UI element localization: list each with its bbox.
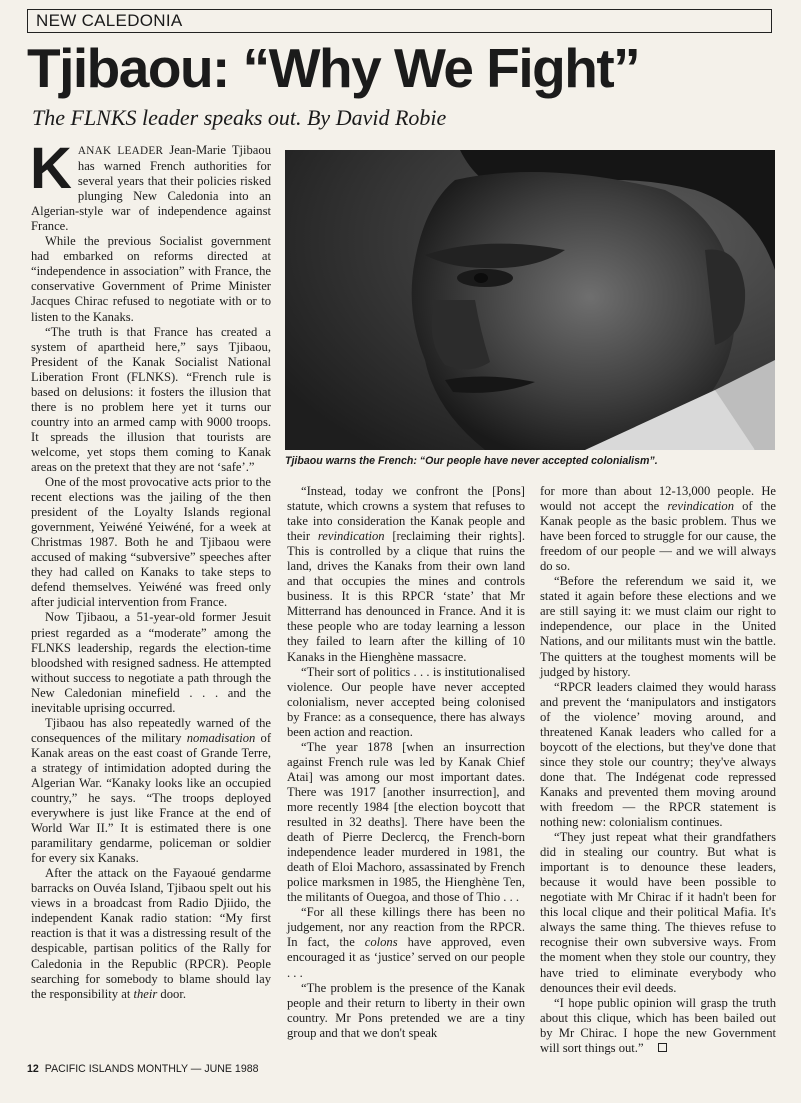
page-footer xyxy=(27,1062,427,1076)
text-run: “I hope public opinion will grasp the truth about this clique, which has been bailed out by Mr Chirac. I hope the new Government will sort things out.” xyxy=(540,995,776,1055)
page-number: 12 xyxy=(27,1063,39,1075)
paragraph: “Their sort of politics . . . is institutionalised violence. Our people have never accepted colonialism, never accepted being colonised by France: as a consequence, there has always been action and reaction. xyxy=(287,664,525,739)
headline: Tjibaou: “Why We Fight” xyxy=(27,37,640,99)
lead-text: Jean-Marie Tjibaou has warned French authorities for several years that their policies risked plunging New Caledonia into an Algerian-style war of independence against France. xyxy=(31,143,271,234)
paragraph xyxy=(287,484,525,665)
paragraph xyxy=(540,996,776,1056)
italic-term: colons xyxy=(364,935,398,950)
italic-term: their xyxy=(133,986,158,1001)
paragraph xyxy=(31,716,271,866)
italic-term: nomadisation xyxy=(186,730,256,745)
portrait-photo-icon xyxy=(285,150,775,450)
italic-term: revindication xyxy=(317,529,385,544)
text-run: door. xyxy=(157,986,186,1001)
paragraph: “RPCR leaders claimed they would harass and prevent the ‘manipulators and instigators of the violence’ moving around, and threatened Kanak leaders who called for a boycott of the elections, but they've done that since they stole our country; they've always done that. The Indégenat code repressed Kanaks and prevented them moving around with freedom — the RPCR statement is nothing new: colonialism continues. xyxy=(540,679,776,830)
paragraph: Now Tjibaou, a 51-year-old former Jesuit priest regarded as a “moderate” among the FLNKS leadership, regards the election-time bloodshed with resigned sadness. He attempted without success to negotiate a path through the New Caledonian minefield . . . and the inevitable uprising occurred. xyxy=(31,610,271,715)
text-run: Tjibaou has also repeatedly warned of the consequences of the military xyxy=(31,715,271,745)
drop-cap: K xyxy=(30,136,72,201)
text-run: have approved, even encouraged it as ‘justice’ served on our people . . . xyxy=(287,935,526,980)
portrait-photo xyxy=(285,150,775,450)
paragraph: One of the most provocative acts prior to the recent elections was the jailing of the then president of the Loyalty Islands regional government, Yeiwéné Yeiwéné, for a week at Christmas 1987. Both he and Tjibaou were accused of making “subversive” speeches after they had called on Kanaks to take steps to defend themselves. Yeiwéné was freed only after judicial intervention from France. xyxy=(31,475,271,610)
column-2 xyxy=(287,484,525,1041)
text-run: [reclaiming their rights]. This is controlled by a clique that ruins the land, drives the Kanaks from their own land and that occupies the mines and controls business. It is this RPCR ‘state’ that Mr Mitterrand has denounced in France. And it is these people who are today learning a lesson they failed to learn after the killing of 10 Kanaks in the Hienghène massacre. xyxy=(287,529,525,664)
lead-caps: ANAK LEADER xyxy=(77,145,164,157)
text-run: of Kanak areas on the east coast of Grande Terre, a strategy of intimidation adopted during the Algerian War. “Kanaky looks like an occupied country,” he says. “The troops deployed everywhere is just like France at the end of World War II.” It is estimated there is one paramilitary gendarme, policeman or soldier for every six Kanaks. xyxy=(31,730,272,866)
text-run: After the attack on the Fayaoué gendarme barracks on Ouvéa Island, Tjibaou spelt out his views in a broadcast from Radio Djiido, the independent Kanak radio station: “My first reaction is that it was a distressing result of the despicable, partisan politics of the Rally for Caledonia in the Republic (RPCR). People searching for somebody to blame should lay the responsibility at xyxy=(31,866,271,1001)
column-1 xyxy=(30,136,272,1002)
paragraph: “The year 1878 [when an insurrection against French rule was led by Kanak Chief Atai] was among our most important dates. There was 1917 [another insurrection], and more recently 1984 [the election boycott that resulted in 32 deaths]. There have been the death of Pierre Declercq, the French-born independence leader murdered in 1981, the death of Eloi Machoro, assassinated by French police marksmen in 1985, the Hienghène Ten, the militants of Ouegoa, and those of Thio . . . xyxy=(287,739,525,905)
deck-byline: The FLNKS leader speaks out. By David Robie xyxy=(32,105,447,130)
column-3 xyxy=(540,484,776,1056)
text-run: for more than about 12-13,000 people. He would not accept the xyxy=(540,484,776,514)
section-label: NEW CALEDONIA xyxy=(27,9,772,33)
publication-line: PACIFIC ISLANDS MONTHLY — JUNE 1988 xyxy=(44,1063,259,1075)
photo-caption: Tjibaou warns the French: “Our people have never accepted colonialism”. xyxy=(285,455,658,467)
italic-term: revindication xyxy=(667,499,735,514)
text-run: “Instead, today we confront the [Pons] statute, which crowns a system that refuses to take into consideration the Kanak people and their xyxy=(287,484,525,544)
paragraph: While the previous Socialist government had embarked on reforms directed at “independence in association” with France, the conservative Government of Prime Minister Jacques Chirac refused to negotiate with or to listen to the Kanaks. xyxy=(31,234,271,324)
paragraph: “They just repeat what their grandfathers did in stealing our country. But what is important is to denounce these leaders, because it would have been possible to negotiate with Mr Chirac if it hadn't been for this local clique and their political Mafia. It's always the same thing. The thieves refuse to recognise their own subversive ways. From the moment when they stole our country, they have tried to eliminate everybody who denounces their evil deeds. xyxy=(540,830,776,995)
paragraph xyxy=(31,866,271,1001)
paragraph xyxy=(287,905,525,980)
text-run: “For all these killings there has been no judgement, nor any reaction from the RPCR. In fact, the xyxy=(287,905,525,950)
paragraph xyxy=(540,484,776,574)
text-run: of the Kanak people as the basic problem. Thus we have been forced to struggle for our cause, the freedom of our people — and we will always do so. xyxy=(540,499,776,574)
paragraph: “The truth is that France has created a system of apartheid here,” says Tjibaou, President of the Kanak Socialist National Liberation Front (FLNKS). “French rule is based on delusions: it fosters the illusion that there is no problem here yet it turns our country into an armed camp with 9000 troops. It spreads the illusion that tourists are welcome, yet stops them coming to Kanak areas on the pretext that they are not ‘safe’.” xyxy=(31,324,271,474)
lead-paragraph xyxy=(30,136,271,234)
end-mark-icon xyxy=(658,1043,667,1052)
paragraph: “Before the referendum we said it, we stated it again before these elections and we are still saying it: we must claim our right to independence, our place in the United Nations, and our militants must win the battle. The quitters at the toughest moments will be judged by history. xyxy=(540,574,776,679)
paragraph: “The problem is the presence of the Kanak people and their return to liberty in their own country. Mr Pons pretended we are a tiny group and that we don't speak xyxy=(287,980,525,1040)
